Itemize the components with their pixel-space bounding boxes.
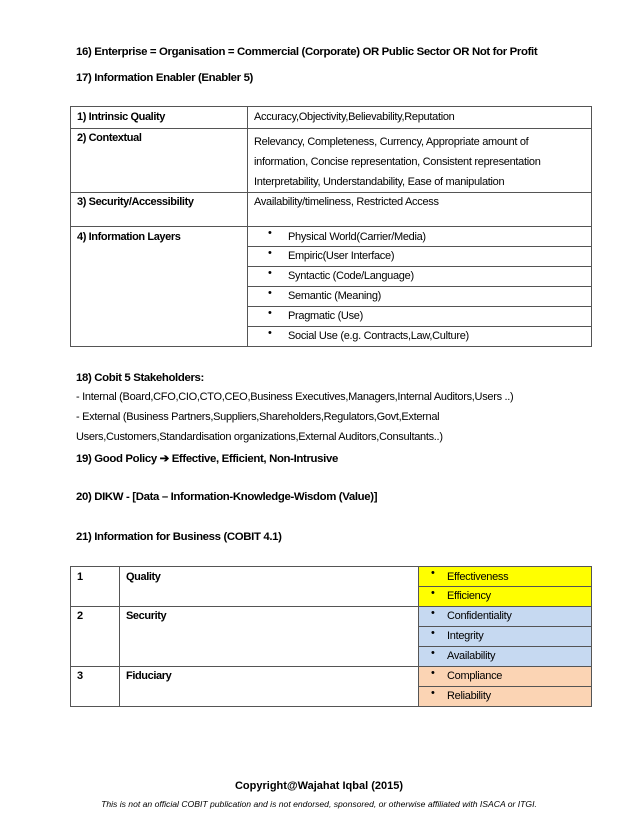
layer-item: • Pragmatic (Use) xyxy=(248,307,592,327)
information-for-business-table xyxy=(70,566,592,707)
text-line: Relevancy, Completeness, Currency, Appropriate amount of xyxy=(254,136,529,148)
criteria-name: Security xyxy=(120,607,419,667)
layer-item: • Semantic (Meaning) xyxy=(248,287,592,307)
text-line: information, Concise representation, Consistent representation xyxy=(254,156,541,168)
row-key: 2) Contextual xyxy=(71,129,248,193)
row-value: Availability/timeliness, Restricted Access xyxy=(248,193,592,227)
stakeholders-external-cont: Users,Customers,Standardisation organizations,External Auditors,Consultants..) xyxy=(76,431,443,443)
heading-17: 17) Information Enabler (Enabler 5) xyxy=(76,72,253,84)
row-key: 1) Intrinsic Quality xyxy=(71,107,248,129)
heading-18: 18) Cobit 5 Stakeholders: xyxy=(76,372,204,384)
row-key: 3) Security/Accessibility xyxy=(71,193,248,227)
heading-19-text: Effective, Efficient, Non-Intrusive xyxy=(168,453,338,465)
criteria-item: • Integrity xyxy=(419,627,592,647)
criteria-item: • Compliance xyxy=(419,667,592,687)
layer-item: • Syntactic (Code/Language) xyxy=(248,267,592,287)
criteria-name: Fiduciary xyxy=(120,667,419,707)
row-value xyxy=(248,129,592,193)
stakeholders-internal: - Internal (Board,CFO,CIO,CTO,CEO,Business Executives,Managers,Internal Auditors,Users ..) xyxy=(76,391,514,403)
row-key: 4) Information Layers xyxy=(71,227,248,347)
criteria-item: • Effectiveness xyxy=(419,567,592,587)
text-line: Interpretability, Understandability, Ease of manipulation xyxy=(254,176,505,188)
information-enabler-table xyxy=(70,106,592,347)
heading-19 xyxy=(76,451,338,465)
row-number: 1 xyxy=(71,567,120,607)
criteria-item: • Availability xyxy=(419,647,592,667)
arrow-right-icon: ➔ xyxy=(159,453,169,465)
heading-19-label: 19) Good Policy xyxy=(76,453,157,465)
heading-16: 16) Enterprise = Organisation = Commercial (Corporate) OR Public Sector OR Not for Profit xyxy=(76,46,538,58)
heading-21: 21) Information for Business (COBIT 4.1) xyxy=(76,531,282,543)
criteria-item: • Reliability xyxy=(419,687,592,707)
row-number: 2 xyxy=(71,607,120,667)
layer-item: • Empiric(User Interface) xyxy=(248,247,592,267)
criteria-name: Quality xyxy=(120,567,419,607)
layer-item: • Physical World(Carrier/Media) xyxy=(248,227,592,247)
stakeholders-external: - External (Business Partners,Suppliers,Shareholders,Regulators,Govt,External xyxy=(76,411,440,423)
layer-item: • Social Use (e.g. Contracts,Law,Culture) xyxy=(248,327,592,347)
row-number: 3 xyxy=(71,667,120,707)
row-value: Accuracy,Objectivity,Believability,Reputation xyxy=(248,107,592,129)
criteria-item: • Efficiency xyxy=(419,587,592,607)
criteria-item: • Confidentiality xyxy=(419,607,592,627)
copyright: Copyright@Wajahat Iqbal (2015) xyxy=(234,780,403,792)
disclaimer: This is not an official COBIT publication and is not endorsed, sponsored, or otherwise affiliated with ISACA or ITGI. xyxy=(101,799,537,809)
heading-20: 20) DIKW - [Data – Information-Knowledge-Wisdom (Value)] xyxy=(76,491,378,503)
